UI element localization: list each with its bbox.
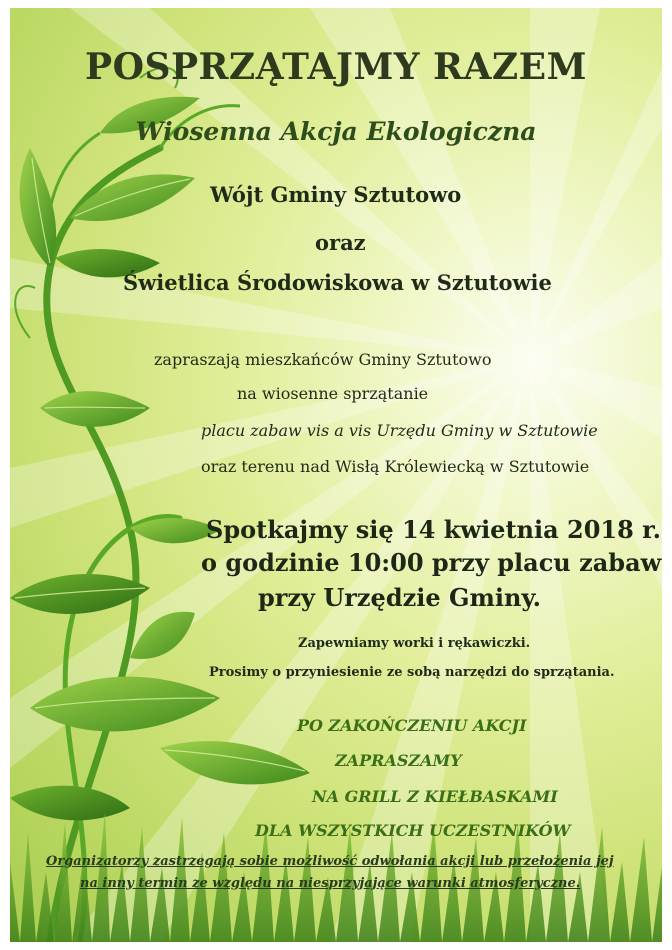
invitation-line-4: oraz terenu nad Wisłą Królewiecką w Sztutowie xyxy=(201,457,590,476)
invitation-line-1: zapraszają mieszkańców Gminy Sztutowo xyxy=(154,350,492,369)
invitation-line-2: na wiosenne sprzątanie xyxy=(237,384,429,403)
after-line-2: ZAPRASZAMY xyxy=(335,751,462,770)
after-line-4: DLA WSZYSTKICH UCZESTNIKÓW xyxy=(255,821,571,840)
info-line-1: Zapewniamy worki i rękawiczki. xyxy=(298,636,531,651)
poster-title: POSPRZĄTAJMY RAZEM xyxy=(85,46,587,88)
footer-line-2: na inny termin ze względu na niesprzyjające warunki atmosferyczne. xyxy=(80,876,581,891)
footer-line-1: Organizatorzy zastrzegają sobie możliwość odwołania akcji lub przełożenia jej xyxy=(46,854,614,869)
after-line-3: NA GRILL Z KIEŁBASKAMI xyxy=(312,787,558,806)
poster xyxy=(10,8,662,942)
info-line-2: Prosimy o przyniesienie ze sobą narzędzi do sprzątania. xyxy=(209,665,615,680)
meeting-line-3: przy Urzędzie Gminy. xyxy=(258,583,541,612)
after-line-1: PO ZAKOŃCZENIU AKCJI xyxy=(297,716,527,735)
meeting-line-1: Spotkajmy się 14 kwietnia 2018 r. xyxy=(206,515,661,544)
invitation-line-3: placu zabaw vis a vis Urzędu Gminy w Sztutowie xyxy=(201,421,598,440)
organizer-line-3: Świetlica Środowiskowa w Sztutowie xyxy=(123,270,552,295)
organizer-line-2: oraz xyxy=(315,230,366,255)
poster-subtitle: Wiosenna Akcja Ekologiczna xyxy=(135,117,537,146)
meeting-line-2: o godzinie 10:00 przy placu zabaw xyxy=(201,548,662,577)
organizer-line-1: Wójt Gminy Sztutowo xyxy=(210,182,462,207)
